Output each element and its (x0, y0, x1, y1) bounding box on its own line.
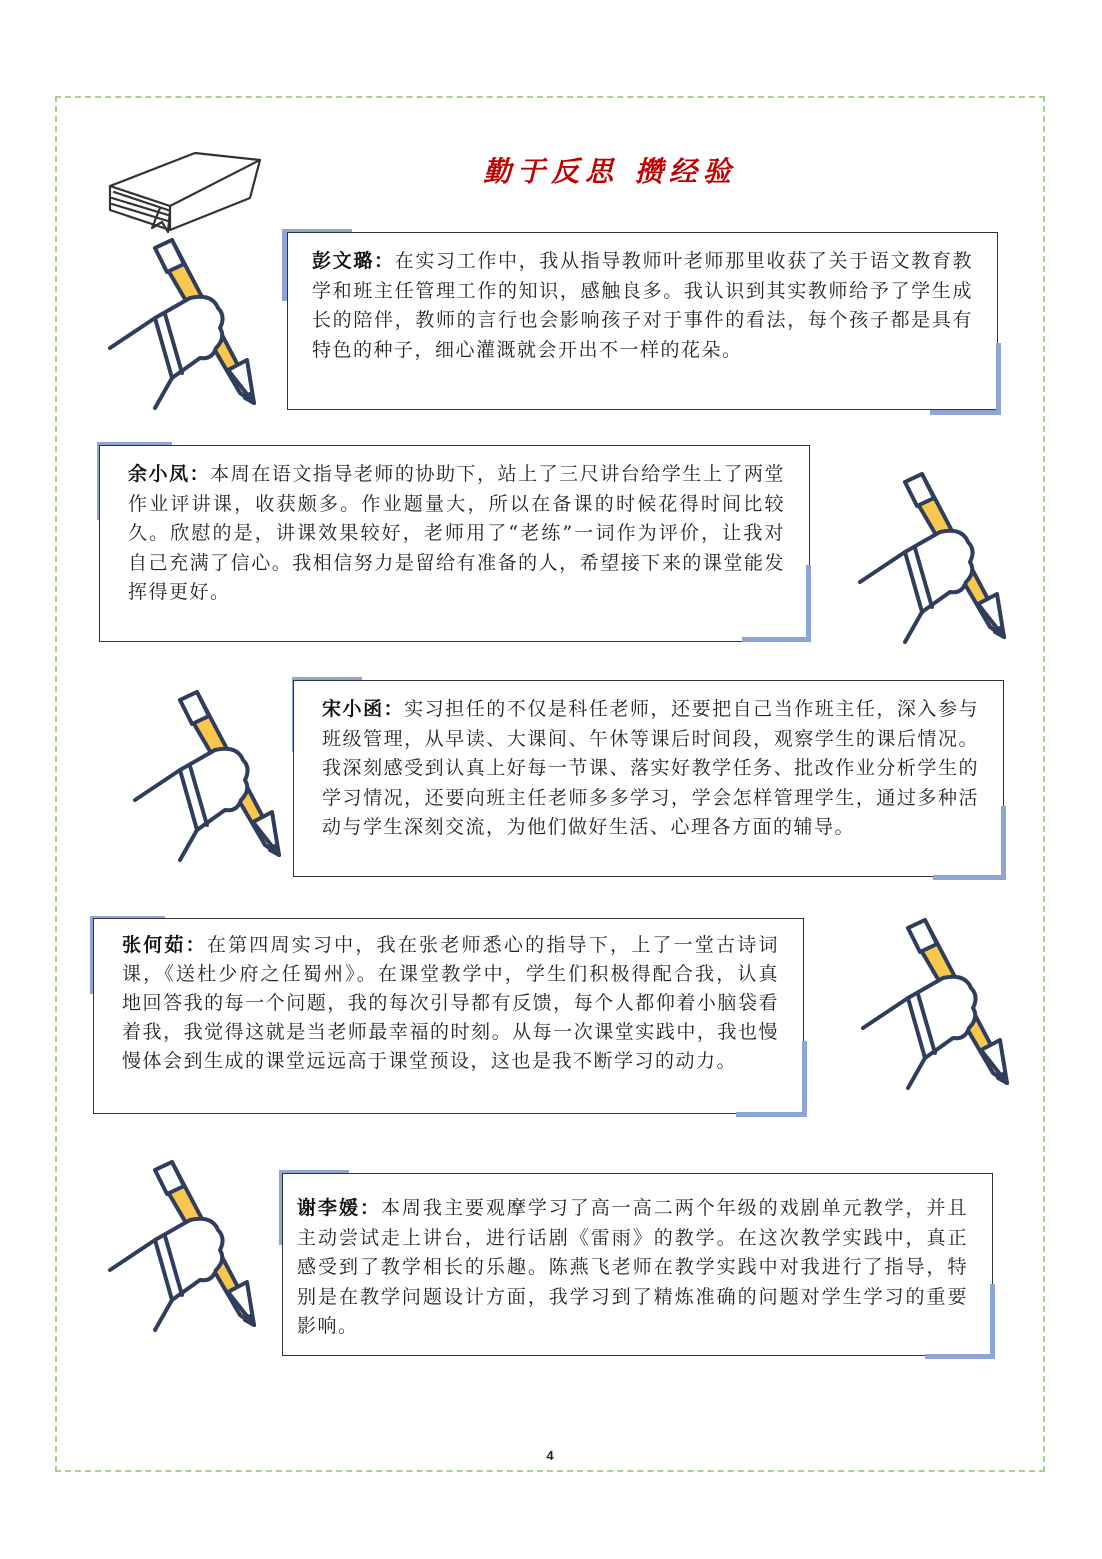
pencil-hand-icon (853, 918, 1013, 1093)
entry-text: 本周我主要观摩学习了高一高二两个年级的戏剧单元教学，并且主动尝试走上讲台，进行话剧《雷雨》的教学。在这次教学实践中，真正感受到了教学相长的乐趣。陈燕飞老师在教学实践中对我进行了指导，特别是在教学问题设计方面，我学习到了精炼准确的问题对学生学习的重要影响。 (297, 1197, 968, 1337)
pencil-hand-icon (100, 1160, 260, 1335)
accent-corner-right (806, 565, 811, 642)
book-icon (100, 148, 270, 238)
accent-corner-bottom (933, 875, 1006, 880)
accent-corner-bottom (736, 1112, 807, 1117)
pencil-hand-icon (100, 238, 260, 413)
pencil-hand-icon (850, 472, 1010, 647)
entry-text: 在实习工作中，我从指导教师叶老师那里收获了关于语文教育教学和班主任管理工作的知识，感触良多。我认识到其实教师给予了学生成长的陪伴，教师的言行也会影响孩子对于事件的看法，每个孩子都是具有特色的种子，细心灌溉就会开出不一样的花朵。 (312, 250, 973, 361)
entry-author: 谢李媛： (297, 1197, 381, 1219)
accent-corner-bottom (925, 1354, 995, 1359)
entry-text: 在第四周实习中，我在张老师悉心的指导下，上了一堂古诗词课，《送杜少府之任蜀州》。在课堂教学中，学生们积极得配合我，认真地回答我的每一个问题，我的每次引导都有反馈，每个人都仰着小脑袋看着我，我觉得这就是当老师最幸福的时刻。从每一次课堂实践中，我也慢慢体会到生成的课堂远远高于课堂预设，这也是我不断学习的动力。 (122, 934, 779, 1072)
entry-author: 余小凤： (128, 463, 211, 485)
pencil-hand-icon (125, 690, 285, 865)
accent-corner-bottom (742, 637, 811, 642)
reflection-entry (93, 918, 804, 1114)
reflection-entry (293, 680, 1004, 877)
entry-author: 张何茹： (122, 934, 207, 956)
entry-author: 彭文璐： (312, 250, 395, 272)
entry-text: 实习担任的不仅是科任老师，还要把自己当作班主任，深入参与班级管理，从早读、大课间、午休等课后时间段，观察学生的课后情况。我深刻感受到认真上好每一节课、落实好教学任务、批改作业分析学生的学习情况，还要向班主任老师多多学习，学会怎样管理学生，通过多种活动与学生深刻交流，为他们做好生活、心理各方面的辅导。 (322, 698, 979, 838)
page-title: 勤于反思 攒经验 (483, 155, 737, 188)
accent-corner-right (996, 343, 1001, 415)
entry-author: 宋小函： (322, 698, 405, 720)
accent-corner-right (990, 1284, 995, 1359)
reflection-entry (282, 1173, 993, 1356)
reflection-entry (287, 232, 998, 410)
reflection-entry (99, 445, 810, 642)
accent-corner-right (1001, 806, 1006, 880)
accent-corner-right (802, 1041, 807, 1117)
entry-text: 本周在语文指导老师的协助下，站上了三尺讲台给学生上了两堂作业评讲课，收获颇多。作业题量大，所以在备课的时候花得时间比较久。欣慰的是，讲课效果较好，老师用了“老练”一词作为评价，让我对自己充满了信心。我相信努力是留给有准备的人，希望接下来的课堂能发挥得更好。 (128, 463, 785, 603)
page-number: 4 (546, 1448, 554, 1463)
accent-corner-bottom (930, 410, 1001, 415)
